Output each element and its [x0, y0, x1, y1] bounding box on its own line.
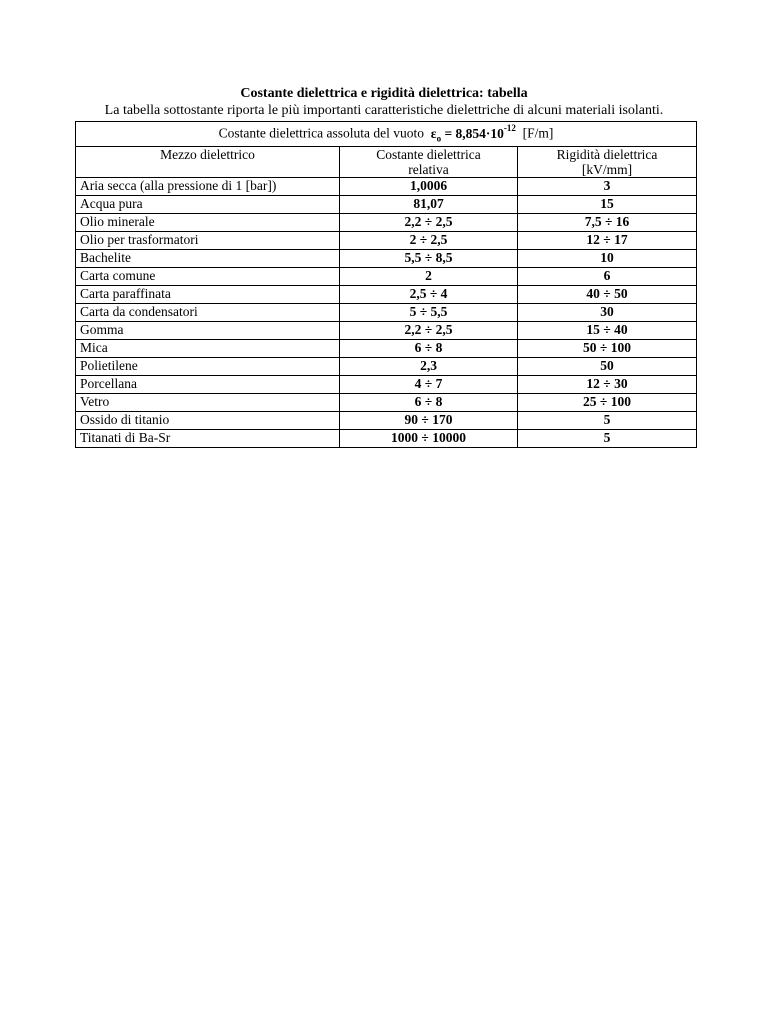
vacuum-constant-expression [430, 123, 516, 144]
cell-medium: Vetro [76, 394, 340, 412]
table-row [76, 412, 697, 430]
table-row [76, 376, 697, 394]
table-row [76, 340, 697, 358]
table-row [76, 322, 697, 340]
cell-medium: Bachelite [76, 250, 340, 268]
cell-strength: 12 ÷ 17 [518, 232, 697, 250]
cell-strength: 40 ÷ 50 [518, 286, 697, 304]
cell-strength: 15 ÷ 40 [518, 322, 697, 340]
cell-medium: Mica [76, 340, 340, 358]
table-row [76, 430, 697, 448]
table-row [76, 178, 697, 196]
epsilon-subscript: o [436, 133, 442, 144]
cell-medium: Acqua pura [76, 196, 340, 214]
cell-constant: 2,2 ÷ 2,5 [340, 322, 518, 340]
cell-strength: 6 [518, 268, 697, 286]
table-row [76, 286, 697, 304]
vacuum-constant-value: = 8,854·10 [444, 125, 504, 141]
header-medium-label: Mezzo dielettrico [160, 147, 255, 163]
header-strength-line1: Rigidità dielettrica [556, 147, 658, 163]
vacuum-constant-exponent: -12 [503, 123, 516, 133]
header-strength [518, 147, 697, 178]
table-body [76, 178, 697, 448]
cell-constant: 1000 ÷ 10000 [340, 430, 518, 448]
cell-medium: Polietilene [76, 358, 340, 376]
vacuum-constant-unit: [F/m] [522, 125, 554, 141]
cell-strength: 3 [518, 178, 697, 196]
cell-medium: Olio per trasformatori [76, 232, 340, 250]
header-constant-line1: Costante dielettrica [376, 147, 481, 163]
cell-strength: 50 [518, 358, 697, 376]
table-row [76, 394, 697, 412]
table-row [76, 232, 697, 250]
cell-strength: 5 [518, 430, 697, 448]
cell-strength: 7,5 ÷ 16 [518, 214, 697, 232]
cell-medium: Titanati di Ba-Sr [76, 430, 340, 448]
cell-constant: 2 [340, 268, 518, 286]
cell-medium: Carta paraffinata [76, 286, 340, 304]
table-row [76, 250, 697, 268]
cell-strength: 10 [518, 250, 697, 268]
cell-constant: 6 ÷ 8 [340, 394, 518, 412]
cell-constant: 2,5 ÷ 4 [340, 286, 518, 304]
document-title: Costante dielettrica e rigidità dielettrica: tabella [240, 86, 528, 101]
epsilon-symbol: ε [430, 125, 437, 141]
dielectric-table [75, 121, 697, 448]
cell-medium: Gomma [76, 322, 340, 340]
cell-medium: Carta da condensatori [76, 304, 340, 322]
cell-constant: 81,07 [340, 196, 518, 214]
vacuum-constant-row [76, 122, 697, 147]
table-row [76, 196, 697, 214]
cell-medium: Ossido di titanio [76, 412, 340, 430]
cell-constant: 90 ÷ 170 [340, 412, 518, 430]
header-medium [76, 147, 340, 178]
cell-medium: Aria secca (alla pressione di 1 [bar]) [76, 178, 340, 196]
cell-strength: 12 ÷ 30 [518, 376, 697, 394]
table-row [76, 268, 697, 286]
cell-constant: 2,3 [340, 358, 518, 376]
vacuum-constant-cell [76, 122, 697, 147]
cell-constant: 2 ÷ 2,5 [340, 232, 518, 250]
cell-strength: 15 [518, 196, 697, 214]
table-header-row [76, 147, 697, 178]
document-intro: La tabella sottostante riporta le più importanti caratteristiche dielettriche di alcuni materiali isolanti. [104, 103, 664, 118]
cell-medium: Olio minerale [76, 214, 340, 232]
cell-constant: 2,2 ÷ 2,5 [340, 214, 518, 232]
table-row [76, 304, 697, 322]
header-constant-line2: relativa [408, 162, 449, 178]
cell-constant: 5,5 ÷ 8,5 [340, 250, 518, 268]
cell-medium: Carta comune [76, 268, 340, 286]
cell-constant: 4 ÷ 7 [340, 376, 518, 394]
cell-constant: 1,0006 [340, 178, 518, 196]
table-row [76, 214, 697, 232]
header-constant [340, 147, 518, 178]
cell-strength: 50 ÷ 100 [518, 340, 697, 358]
cell-medium: Porcellana [76, 376, 340, 394]
cell-constant: 6 ÷ 8 [340, 340, 518, 358]
cell-strength: 30 [518, 304, 697, 322]
cell-strength: 25 ÷ 100 [518, 394, 697, 412]
vacuum-constant-label: Costante dielettrica assoluta del vuoto [218, 125, 425, 141]
cell-constant: 5 ÷ 5,5 [340, 304, 518, 322]
cell-strength: 5 [518, 412, 697, 430]
table-row [76, 358, 697, 376]
header-strength-line2: [kV/mm] [581, 162, 633, 178]
